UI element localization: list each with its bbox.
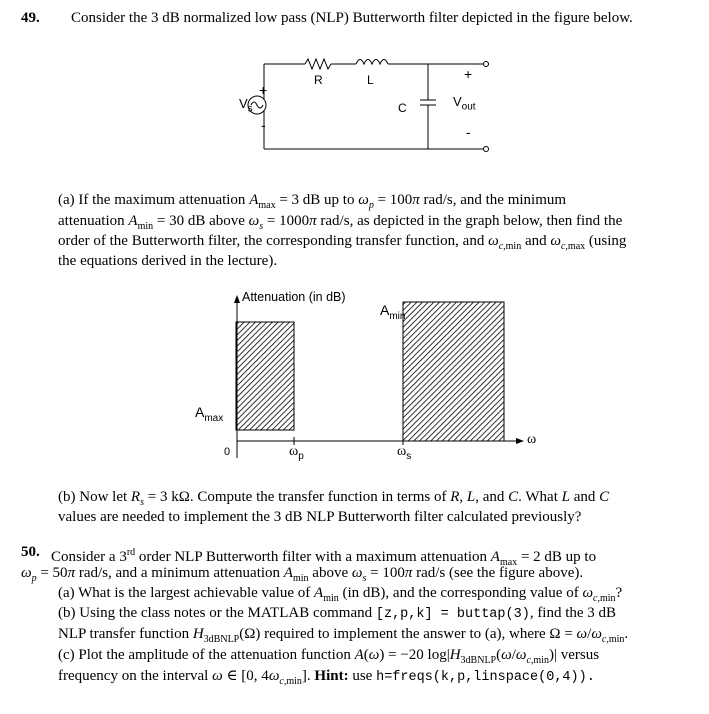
q50-line-5: NLP transfer function $H_{3dBNLP}(\Omega)$ required to implement the answer to (a), where $\Omega = \omega/\omega_{c,min}$.: [58, 626, 629, 645]
stopband-region: [403, 302, 504, 441]
q50-line-2: $\omega_p = 50\pi$ rad/s, and a minimum attenuation $A_{min}$ above $\omega_s = 100\pi$ rad/s (see the figure above).: [21, 565, 584, 584]
part-a-line-3: order of the Butterworth filter, the corresponding transfer function, and $\omega_{c,min}$ and $\omega_{c,max}$ (using: [58, 233, 627, 252]
resistor-symbol: [305, 59, 331, 69]
resistor-label: R: [314, 73, 323, 87]
part-a-line-2: attenuation $A_{min} = 30$ dB above $\omega_s = 1000\pi$ rad/s, as depicted in the graph below, then find the: [58, 213, 623, 232]
matlab-hint-command: h=freqs(k,p,linspace(0,4)).: [376, 670, 595, 685]
part-a-line-1: (a) If the maximum attenuation $A_{max} = 3$ dB up to $\omega_p = 100\pi$ rad/s, and the minimum: [58, 192, 567, 211]
source-minus-sign: -: [261, 117, 266, 133]
vs-label: $V_s$: [239, 96, 253, 115]
matlab-command: [z,p,k] = buttap(3): [375, 607, 530, 622]
inductor-label: L: [367, 73, 374, 87]
source-plus-sign: +: [259, 82, 268, 98]
output-minus-sign: -: [466, 124, 471, 140]
question-49-intro: Consider the 3 dB normalized low pass (NLP) Butterworth filter depicted in the figure below.: [71, 10, 633, 26]
wp-label: $\omega_p$: [289, 444, 304, 462]
q50-line-1: Consider a 3rd order NLP Butterworth filter with a maximum attenuation $A_{max} = 2$ dB up to: [51, 547, 597, 568]
q50-line-7: frequency on the interval ω ∈ [0, $4\omega_{c,min}$]. Hint: use h=freqs(k,p,linspace(0,4)).: [58, 668, 595, 687]
omega-axis-label: ω: [527, 432, 537, 447]
part-b-line-2: values are needed to implement the 3 dB NLP Butterworth filter calculated previously?: [58, 509, 582, 525]
q50-line-6: (c) Plot the amplitude of the attenuation function A(ω) = −20 $\log|H_{3dBNLP}(\omega/\omega_{c,min})|$ versus: [58, 647, 600, 666]
question-49-number: 49.: [21, 10, 40, 26]
question-50-number: 50.: [21, 544, 40, 560]
attenuation-graph: [234, 295, 524, 458]
q50-line-4: (b) Using the class notes or the MATLAB command [z,p,k] = buttap(3), find the 3 dB: [58, 605, 617, 622]
passband-region: [236, 322, 294, 430]
inductor-symbol: [356, 60, 388, 65]
output-plus-sign: +: [464, 66, 473, 82]
ws-label: $\omega_s$: [397, 444, 412, 462]
capacitor-label: C: [398, 101, 407, 115]
part-b-line-1: (b) Now let $R_s = 3$ kΩ. Compute the transfer function in terms of R, L, and C. What L and C: [58, 489, 610, 508]
q50-line-3: (a) What is the largest achievable value of $A_{min}$ (in dB), and the corresponding value of $\omega_{c,min}$?: [58, 585, 623, 604]
vout-label: $V_{out}$: [453, 94, 476, 113]
graph-y-axis-label: Attenuation (in dB): [242, 290, 346, 304]
amin-label: $A_{min}$: [380, 302, 406, 322]
part-a-line-4: the equations derived in the lecture).: [58, 253, 278, 269]
amax-label: $A_{max}$: [195, 404, 224, 424]
origin-label: 0: [224, 446, 231, 458]
